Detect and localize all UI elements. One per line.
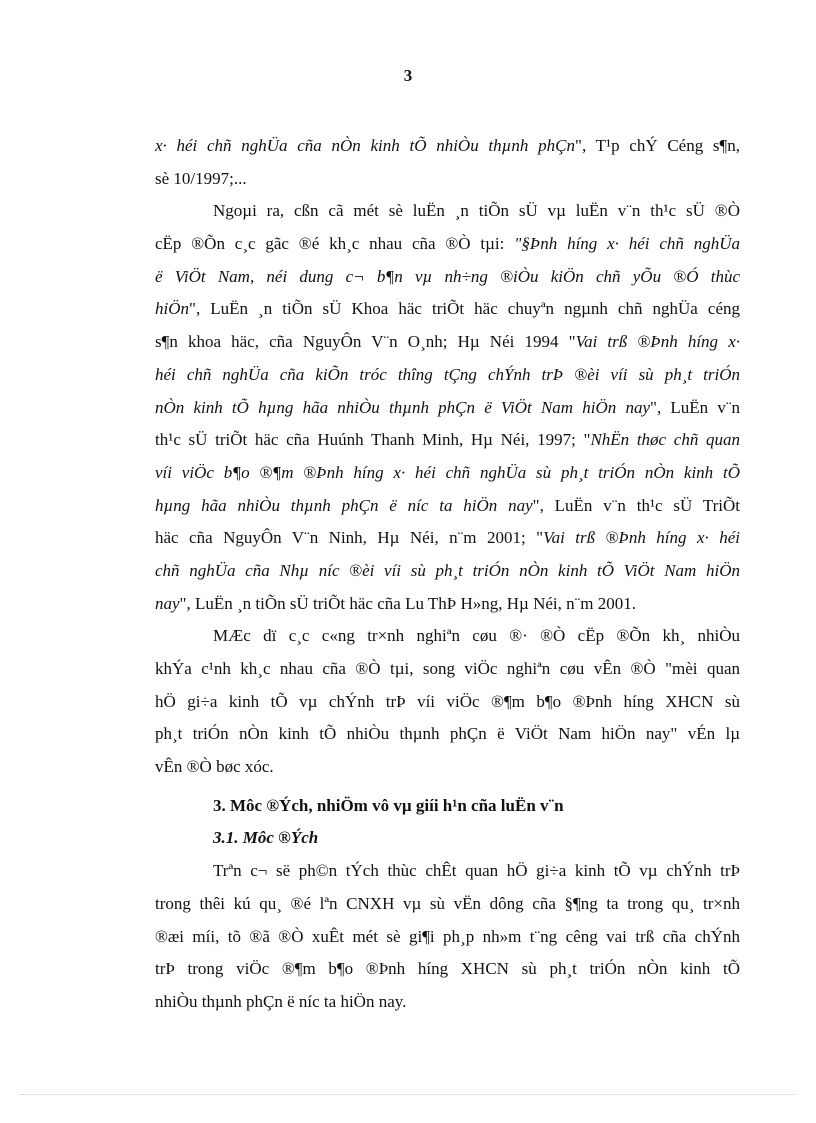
text-run: ph¸t triÓn nÒn kinh tÕ nhiÒu thµnh phÇn ë ViÖt Nam hiÖn nay" vÉn lµ [155, 724, 740, 744]
text-run: trÞ trong viÖc ®¶m b¶o ®Þnh híng XHCN sù ph¸t triÓn nÒn kinh tÕ [155, 959, 740, 979]
text-line [155, 359, 740, 392]
text-run: MÆc dï c¸c c«ng tr×nh nghiªn cøu ®· ®Ò cËp ®Õn kh¸ nhiÒu [213, 626, 740, 646]
text-run: ë ViÖt Nam, néi dung c¬ b¶n vµ nh÷ng ®iÒu kiÖn chñ yÕu ®Ó thùc [155, 266, 740, 286]
text-line [155, 718, 740, 751]
subsection-heading [155, 822, 740, 855]
text-run: NhËn thøc chñ quan [590, 430, 740, 450]
text-line [155, 522, 740, 555]
text-run: vÊn ®Ò bøc xóc. [155, 757, 274, 777]
text-line [155, 986, 740, 1019]
text-run: "§Þnh híng x· héi chñ nghÜa [514, 234, 740, 254]
text-line [155, 921, 740, 954]
text-run: nhiÒu thµnh phÇn ë níc ta hiÖn nay. [155, 991, 407, 1011]
paragraph-first-line [155, 195, 740, 228]
text-run: nÒn kinh tÕ hµng hãa nhiÒu thµnh phÇn ë ViÖt Nam hiÖn nay [155, 397, 650, 417]
text-line [155, 888, 740, 921]
text-run: th¹c sÜ triÕt häc cña Huúnh Thanh Minh, Hµ Néi, 1997; " [155, 430, 591, 450]
paragraph-first-line [155, 855, 740, 888]
text-line [155, 293, 740, 326]
text-run: víi viÖc b¶o ®¶m ®Þnh híng x· héi chñ nghÜa sù ph¸t triÓn nÒn kinh tÕ [155, 462, 740, 482]
text-run: Vai trß ®Þnh híng x· héi [543, 528, 740, 548]
text-line [155, 490, 740, 523]
text-line [155, 424, 740, 457]
text-line [155, 555, 740, 588]
text-run: hÖ gi÷a kinh tÕ vµ chÝnh trÞ víi viÖc ®¶m b¶o ®Þnh híng XHCN sù [155, 691, 740, 711]
text-run: ", LuËn v¨n [650, 397, 740, 417]
text-run: s¶n khoa häc, cña NguyÔn V¨n O¸nh; Hµ Néi 1994 " [155, 332, 576, 352]
text-line [155, 228, 740, 261]
text-run: nay [155, 593, 180, 613]
text-run: khÝa c¹nh kh¸c nhau cña ®Ò tµi, song viÖc nghiªn cøu vÊn ®Ò "mèi quan [155, 659, 740, 678]
text-run: hµng hãa nhiÒu thµnh phÇn ë níc ta hiÖn nay [155, 495, 533, 515]
text-line [155, 261, 740, 294]
page-bottom-rule [20, 1094, 796, 1095]
text-line [155, 326, 740, 359]
text-run: ", LuËn ¸n tiÕn sÜ triÕt häc cña Lu ThÞ H»ng, Hµ Néi, n¨m 2001. [179, 593, 637, 613]
text-line [155, 588, 740, 621]
document-body [155, 130, 740, 1019]
text-run: x· héi chñ nghÜa cña nÒn kinh tÕ nhiÒu thµnh phÇn [155, 136, 575, 155]
text-run: 3.1. Môc ®Ých [213, 828, 319, 848]
page-number: 3 [403, 66, 413, 85]
text-line [155, 653, 740, 686]
text-line [155, 953, 740, 986]
text-run: chñ nghÜa cña Nhµ níc ®èi víi sù ph¸t triÓn nÒn kinh tÕ ViÖt Nam hiÖn [155, 560, 740, 580]
text-run: ", LuËn v¨n th¹c sÜ TriÕt [532, 495, 740, 515]
text-run: Trªn c¬ së ph©n tÝch thùc chÊt quan hÖ gi÷a kinh tÕ vµ chÝnh trÞ [213, 861, 740, 881]
text-line [155, 163, 740, 196]
paragraph-first-line [155, 620, 740, 653]
text-run: cËp ®Õn c¸c gãc ®é kh¸c nhau cña ®Ò tµi: [155, 234, 515, 254]
text-line [155, 457, 740, 490]
text-line [155, 130, 740, 163]
text-run: héi chñ nghÜa cña kiÕn tróc thîng tÇng chÝnh trÞ ®èi víi sù ph¸t triÓn [155, 364, 740, 384]
text-run: ", LuËn ¸n tiÕn sÜ Khoa häc triÕt häc chuyªn ngµnh chñ nghÜa céng [189, 299, 740, 319]
text-run: Ngoµi ra, cßn cã mét sè luËn ¸n tiÕn sÜ vµ luËn v¨n th¹c sÜ ®Ò [213, 201, 740, 221]
text-line [155, 751, 740, 784]
text-run: hiÖn [155, 299, 189, 319]
text-run: Vai trß ®Þnh híng x· [575, 332, 740, 352]
text-run: 3. Môc ®Ých, nhiÖm vô vµ giíi h¹n cña luËn v¨n [213, 795, 564, 815]
text-run: trong thêi kú qu¸ ®é lªn CNXH vµ sù vËn dông cña §¶ng ta trong qu¸ tr×nh [155, 893, 740, 913]
text-run: ", T¹p chÝ Céng s¶n, [575, 136, 741, 155]
text-run: häc cña NguyÔn V¨n Ninh, Hµ Néi, n¨m 2001; " [155, 528, 544, 548]
text-run: sè 10/1997;... [155, 168, 247, 188]
section-heading [155, 790, 740, 823]
text-run: ®æi míi, tõ ®ã ®Ò xuÊt mét sè gi¶i ph¸p nh»m t¨ng cêng vai trß cña chÝnh [155, 926, 740, 946]
text-line [155, 392, 740, 425]
text-line [155, 686, 740, 719]
